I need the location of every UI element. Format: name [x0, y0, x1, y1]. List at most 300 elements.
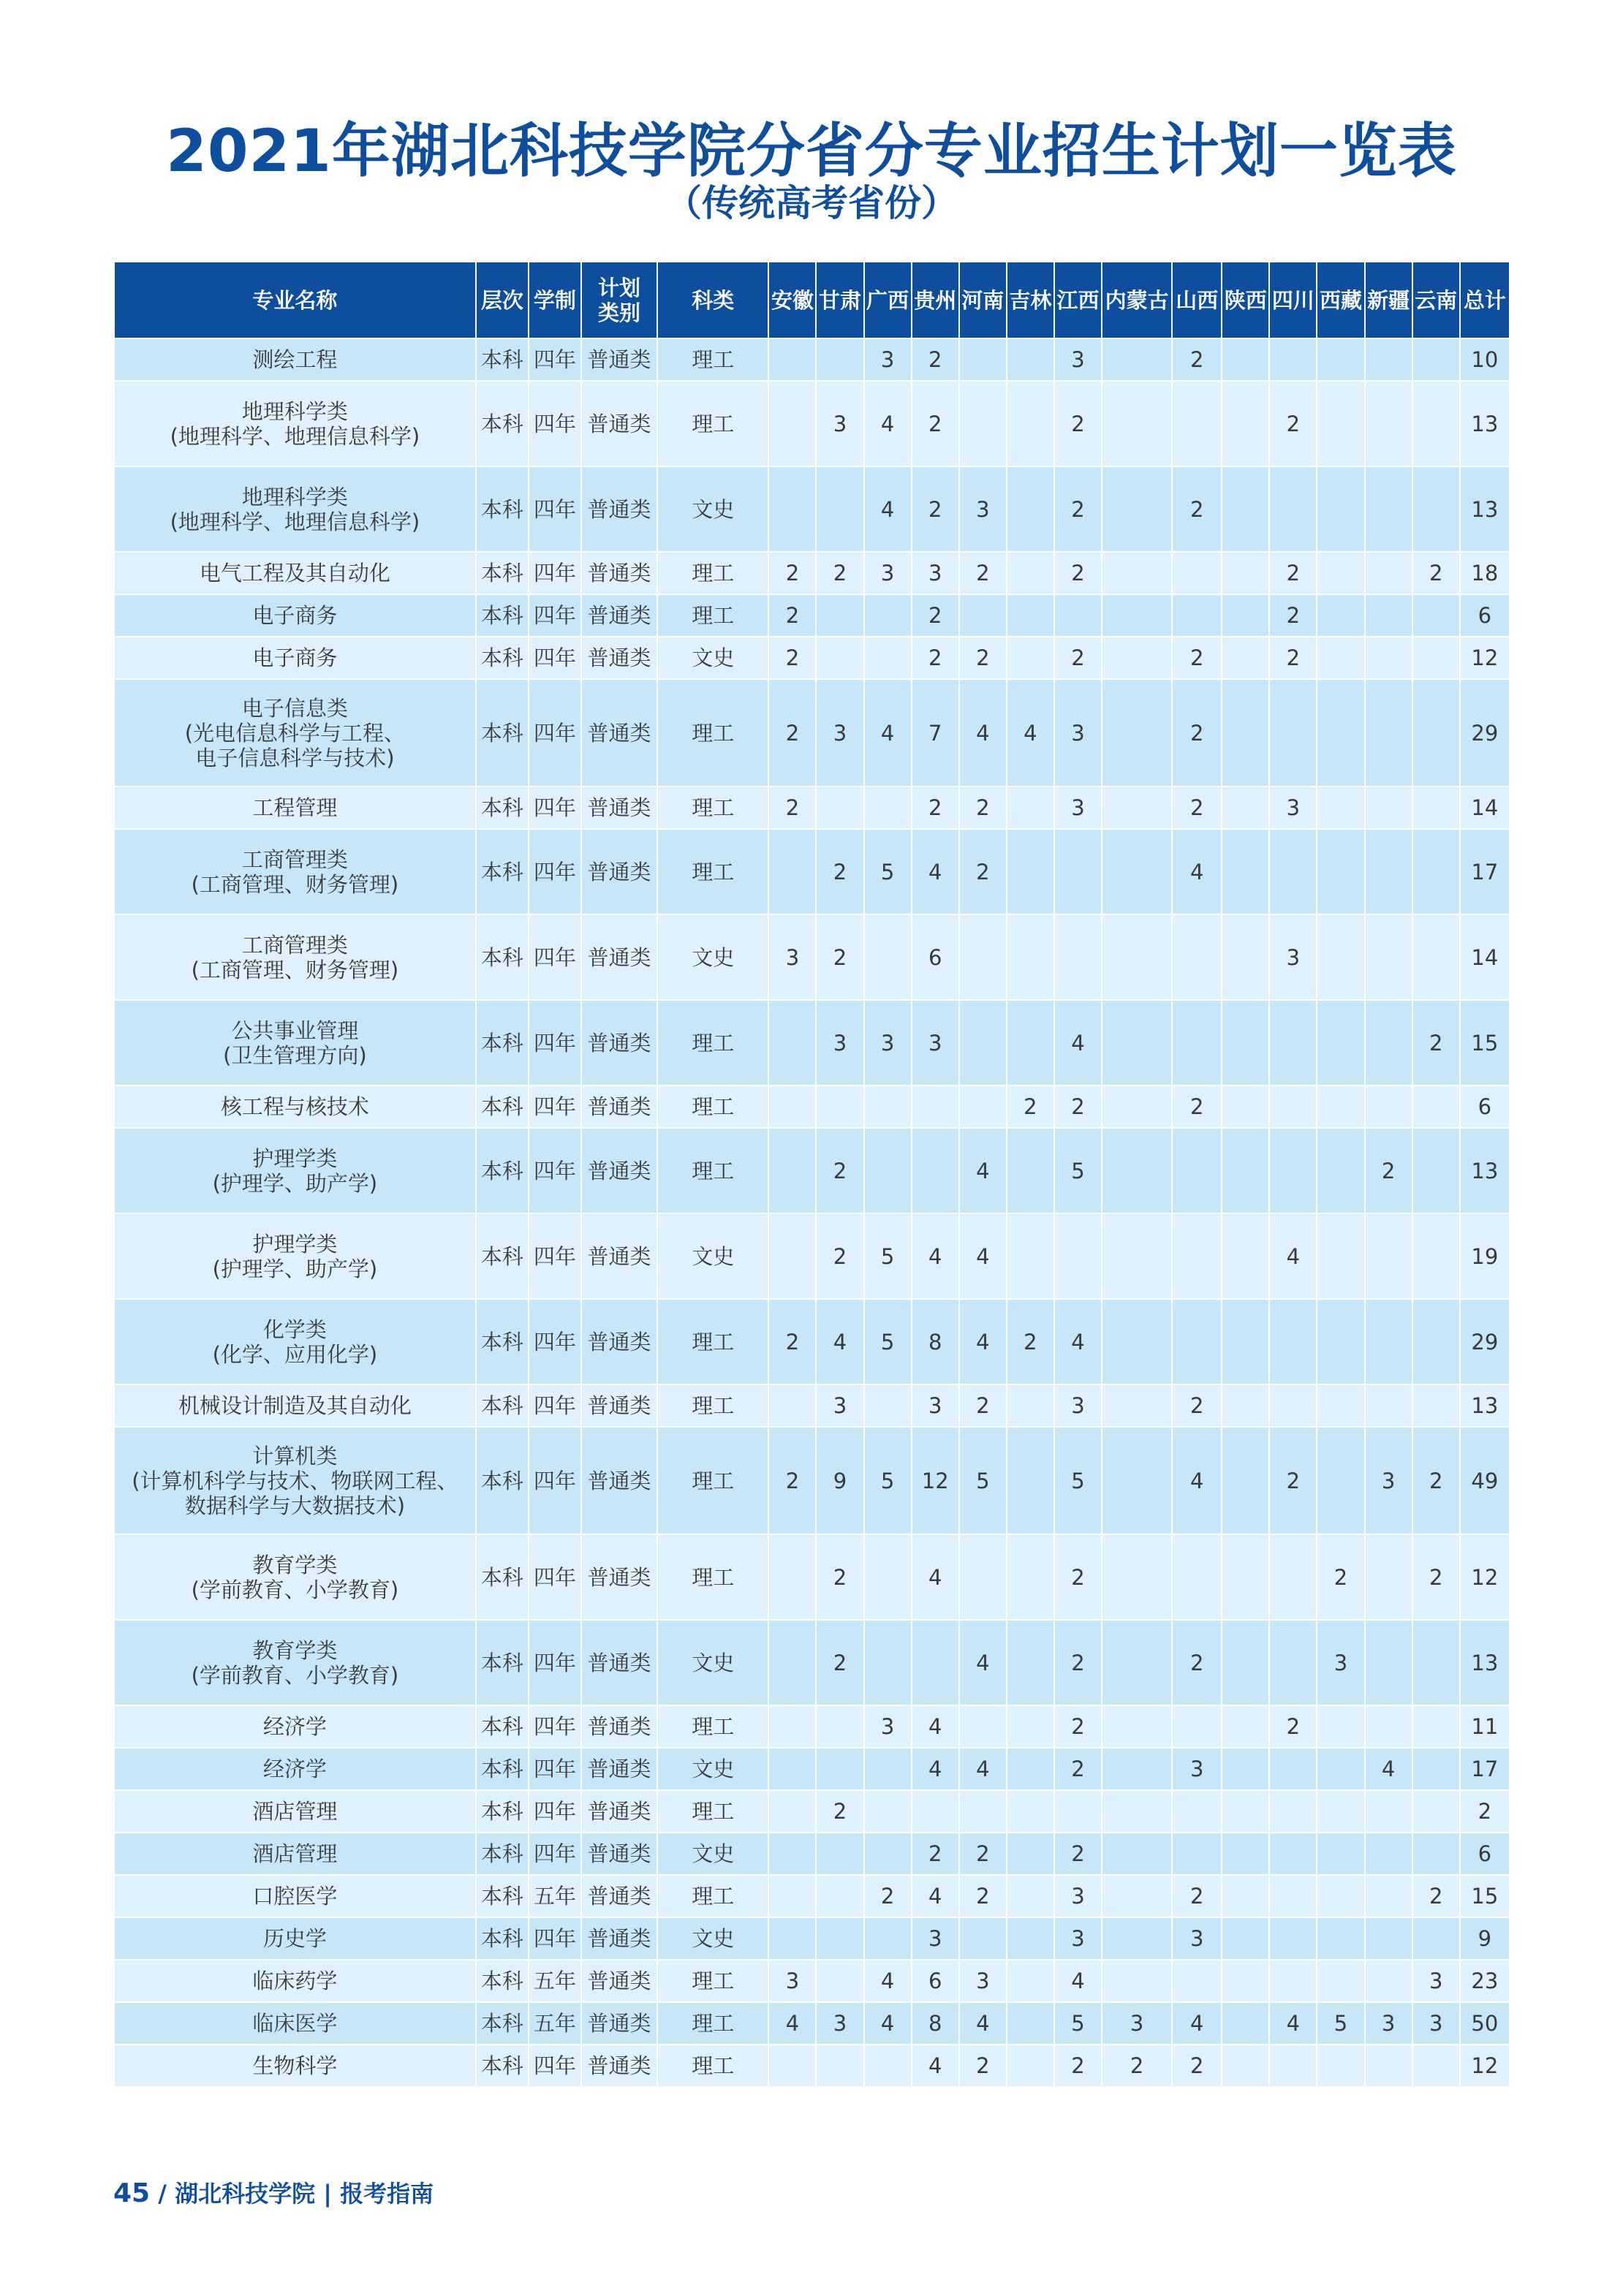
- quota-cell: [1007, 1748, 1054, 1790]
- table-row: [114, 787, 1510, 829]
- major-name-cell: 生物科学: [114, 2045, 476, 2087]
- quota-cell: 2: [1365, 1128, 1412, 1213]
- quota-cell: 2: [912, 381, 959, 466]
- column-header: 层次: [476, 262, 529, 338]
- quota-cell: 3: [1054, 1875, 1102, 1917]
- quota-cell: [816, 1705, 863, 1748]
- quota-cell: [1365, 1086, 1412, 1128]
- plan-type-cell: 普通类: [581, 1960, 657, 2002]
- plan-type-cell: 普通类: [581, 338, 657, 381]
- quota-cell: [1317, 914, 1364, 1000]
- quota-cell: [1365, 1875, 1412, 1917]
- table-row: [114, 1086, 1510, 1128]
- quota-cell: [1317, 1128, 1364, 1213]
- plan-type-cell: 普通类: [581, 637, 657, 679]
- quota-cell: 4: [959, 1128, 1007, 1213]
- quota-cell: [1172, 1833, 1222, 1875]
- quota-cell: [959, 338, 1007, 381]
- total-cell: 11: [1460, 1705, 1510, 1748]
- quota-cell: 4: [864, 679, 912, 787]
- quota-cell: [1365, 1000, 1412, 1086]
- quota-cell: 3: [912, 1917, 959, 1960]
- quota-cell: [864, 2045, 912, 2087]
- level-cell: 本科: [476, 1427, 529, 1534]
- subject-cell: 理工: [657, 594, 768, 637]
- quota-cell: [1412, 1086, 1460, 1128]
- quota-cell: [1007, 1128, 1054, 1213]
- table-row: [114, 1748, 1510, 1790]
- quota-cell: [1412, 1384, 1460, 1427]
- quota-cell: [1222, 1534, 1269, 1620]
- quota-cell: 2: [1054, 1534, 1102, 1620]
- subject-cell: 理工: [657, 679, 768, 787]
- quota-cell: [1365, 1299, 1412, 1384]
- subject-cell: 文史: [657, 1917, 768, 1960]
- quota-cell: [1007, 338, 1054, 381]
- major-name-cell: 电气工程及其自动化: [114, 552, 476, 594]
- years-cell: 四年: [529, 1128, 581, 1213]
- total-cell: 9: [1460, 1917, 1510, 1960]
- total-cell: 18: [1460, 552, 1510, 594]
- quota-cell: [1412, 1833, 1460, 1875]
- total-cell: 6: [1460, 594, 1510, 637]
- quota-cell: 4: [912, 829, 959, 914]
- quota-cell: [1102, 1384, 1172, 1427]
- quota-cell: [1102, 552, 1172, 594]
- quota-cell: [1222, 787, 1269, 829]
- quota-cell: 6: [912, 1960, 959, 2002]
- quota-cell: [1412, 594, 1460, 637]
- table-row: [114, 338, 1510, 381]
- quota-cell: [816, 637, 863, 679]
- total-cell: 50: [1460, 2002, 1510, 2045]
- major-name-cell: 临床药学: [114, 1960, 476, 2002]
- quota-cell: 3: [1365, 2002, 1412, 2045]
- level-cell: 本科: [476, 338, 529, 381]
- column-header: 安徽: [768, 262, 816, 338]
- total-cell: 6: [1460, 1086, 1510, 1128]
- quota-cell: [768, 1620, 816, 1705]
- quota-cell: 9: [816, 1427, 863, 1534]
- quota-cell: 7: [912, 679, 959, 787]
- quota-cell: 2: [816, 829, 863, 914]
- quota-cell: [1102, 1875, 1172, 1917]
- quota-cell: 4: [1172, 829, 1222, 914]
- major-name-cell: 测绘工程: [114, 338, 476, 381]
- quota-cell: 4: [1054, 1000, 1102, 1086]
- total-cell: 14: [1460, 914, 1510, 1000]
- quota-cell: [864, 1534, 912, 1620]
- quota-cell: [864, 1620, 912, 1705]
- quota-cell: [768, 1384, 816, 1427]
- quota-cell: [1222, 466, 1269, 552]
- quota-cell: 2: [768, 787, 816, 829]
- level-cell: 本科: [476, 1960, 529, 2002]
- quota-cell: 2: [768, 679, 816, 787]
- quota-cell: 3: [1412, 2002, 1460, 2045]
- quota-cell: 3: [1054, 1384, 1102, 1427]
- quota-cell: [1102, 381, 1172, 466]
- major-name-cell: 酒店管理: [114, 1790, 476, 1833]
- years-cell: 四年: [529, 1748, 581, 1790]
- quota-cell: [1222, 914, 1269, 1000]
- quota-cell: 3: [912, 1384, 959, 1427]
- quota-cell: [816, 1086, 863, 1128]
- quota-cell: 2: [959, 637, 1007, 679]
- plan-type-cell: 普通类: [581, 1620, 657, 1705]
- table-row: [114, 1705, 1510, 1748]
- quota-cell: 3: [1054, 338, 1102, 381]
- quota-cell: [1412, 1620, 1460, 1705]
- quota-cell: 3: [864, 1000, 912, 1086]
- total-cell: 29: [1460, 1299, 1510, 1384]
- level-cell: 本科: [476, 1917, 529, 1960]
- plan-type-cell: 普通类: [581, 914, 657, 1000]
- major-name-cell: 临床医学: [114, 2002, 476, 2045]
- quota-cell: [864, 1748, 912, 1790]
- quota-cell: [1222, 829, 1269, 914]
- quota-cell: [1007, 1960, 1054, 2002]
- quota-cell: [816, 338, 863, 381]
- quota-cell: [864, 1917, 912, 1960]
- quota-cell: [1365, 1960, 1412, 2002]
- quota-cell: 4: [959, 2002, 1007, 2045]
- quota-cell: [1269, 1960, 1317, 2002]
- years-cell: 四年: [529, 1384, 581, 1427]
- table-row: [114, 637, 1510, 679]
- quota-cell: 8: [912, 1299, 959, 1384]
- quota-cell: [912, 1128, 959, 1213]
- quota-cell: [1412, 679, 1460, 787]
- plan-type-cell: 普通类: [581, 552, 657, 594]
- quota-cell: [816, 594, 863, 637]
- quota-cell: [1054, 829, 1102, 914]
- quota-cell: 2: [959, 2045, 1007, 2087]
- subject-cell: 理工: [657, 381, 768, 466]
- total-cell: 13: [1460, 1620, 1510, 1705]
- quota-cell: 4: [912, 1705, 959, 1748]
- quota-cell: [768, 1748, 816, 1790]
- total-cell: 17: [1460, 1748, 1510, 1790]
- quota-cell: [1222, 1748, 1269, 1790]
- quota-cell: [1317, 1705, 1364, 1748]
- quota-cell: [1412, 787, 1460, 829]
- years-cell: 五年: [529, 1960, 581, 2002]
- quota-cell: [1007, 466, 1054, 552]
- quota-cell: [1269, 1790, 1317, 1833]
- quota-cell: 5: [864, 1299, 912, 1384]
- plan-type-cell: 普通类: [581, 1917, 657, 1960]
- quota-cell: [959, 914, 1007, 1000]
- quota-cell: [1222, 1128, 1269, 1213]
- quota-cell: [864, 1128, 912, 1213]
- quota-cell: [1102, 1000, 1172, 1086]
- quota-cell: [1172, 552, 1222, 594]
- quota-cell: [1412, 1213, 1460, 1299]
- subject-cell: 理工: [657, 1790, 768, 1833]
- quota-cell: [1007, 1790, 1054, 1833]
- quota-cell: 2: [1172, 679, 1222, 787]
- quota-cell: 2: [912, 637, 959, 679]
- quota-cell: [1007, 829, 1054, 914]
- page-subtitle: （传统高考省份）: [665, 182, 958, 224]
- total-cell: 49: [1460, 1427, 1510, 1534]
- quota-cell: 3: [768, 914, 816, 1000]
- table-row: [114, 1534, 1510, 1620]
- quota-cell: [1269, 1299, 1317, 1384]
- quota-cell: [1412, 2045, 1460, 2087]
- level-cell: 本科: [476, 829, 529, 914]
- subject-cell: 文史: [657, 1748, 768, 1790]
- quota-cell: 5: [959, 1427, 1007, 1534]
- quota-cell: [1222, 1299, 1269, 1384]
- quota-cell: [1365, 1833, 1412, 1875]
- plan-type-cell: 普通类: [581, 1833, 657, 1875]
- quota-cell: [1365, 679, 1412, 787]
- column-header: 新疆: [1365, 262, 1412, 338]
- quota-cell: 2: [816, 1213, 863, 1299]
- quota-cell: [959, 1705, 1007, 1748]
- quota-cell: [1269, 1833, 1317, 1875]
- quota-cell: [768, 381, 816, 466]
- level-cell: 本科: [476, 552, 529, 594]
- quota-cell: [1269, 1875, 1317, 1917]
- quota-cell: [768, 1213, 816, 1299]
- quota-cell: 3: [1365, 1427, 1412, 1534]
- quota-cell: 3: [1412, 1960, 1460, 2002]
- quota-cell: [1365, 338, 1412, 381]
- quota-cell: 3: [1269, 787, 1317, 829]
- subject-cell: 理工: [657, 2045, 768, 2087]
- years-cell: 四年: [529, 1086, 581, 1128]
- quota-cell: 2: [768, 552, 816, 594]
- quota-cell: 2: [1412, 1427, 1460, 1534]
- page-title: 2021年湖北科技学院分省分专业招生计划一览表: [166, 117, 1457, 185]
- level-cell: 本科: [476, 1875, 529, 1917]
- total-cell: 12: [1460, 2045, 1510, 2087]
- subject-cell: 理工: [657, 338, 768, 381]
- quota-cell: [768, 1705, 816, 1748]
- level-cell: 本科: [476, 1620, 529, 1705]
- major-name-cell: 历史学: [114, 1917, 476, 1960]
- quota-cell: [864, 1384, 912, 1427]
- quota-cell: [1222, 1000, 1269, 1086]
- quota-cell: [1317, 1299, 1364, 1384]
- total-cell: 13: [1460, 1128, 1510, 1213]
- quota-cell: [1172, 1705, 1222, 1748]
- quota-cell: 2: [816, 1128, 863, 1213]
- column-header: 吉林: [1007, 262, 1054, 338]
- quota-cell: [1269, 466, 1317, 552]
- column-header: 贵州: [912, 262, 959, 338]
- level-cell: 本科: [476, 1748, 529, 1790]
- major-name-cell: 护理学类 (护理学、助产学): [114, 1128, 476, 1213]
- quota-cell: [1054, 594, 1102, 637]
- level-cell: 本科: [476, 1000, 529, 1086]
- major-name-cell: 工程管理: [114, 787, 476, 829]
- table-row: [114, 2045, 1510, 2087]
- quota-cell: 4: [912, 2045, 959, 2087]
- quota-cell: [1054, 1790, 1102, 1833]
- quota-cell: [1007, 381, 1054, 466]
- level-cell: 本科: [476, 1384, 529, 1427]
- subject-cell: 文史: [657, 1620, 768, 1705]
- quota-cell: [1102, 1748, 1172, 1790]
- years-cell: 五年: [529, 2002, 581, 2045]
- quota-cell: [864, 787, 912, 829]
- level-cell: 本科: [476, 381, 529, 466]
- table-row: [114, 679, 1510, 787]
- quota-cell: 4: [959, 1620, 1007, 1705]
- quota-cell: 4: [864, 466, 912, 552]
- quota-cell: 3: [1054, 679, 1102, 787]
- subject-cell: 理工: [657, 1534, 768, 1620]
- plan-type-cell: 普通类: [581, 787, 657, 829]
- quota-cell: [959, 1086, 1007, 1128]
- total-cell: 12: [1460, 1534, 1510, 1620]
- quota-cell: [1412, 1299, 1460, 1384]
- quota-cell: [1172, 1790, 1222, 1833]
- quota-cell: [1222, 338, 1269, 381]
- quota-cell: [1222, 594, 1269, 637]
- quota-cell: [1317, 787, 1364, 829]
- quota-cell: [1269, 338, 1317, 381]
- quota-cell: 2: [959, 1384, 1007, 1427]
- quota-cell: [1007, 1427, 1054, 1534]
- quota-cell: 4: [912, 1748, 959, 1790]
- level-cell: 本科: [476, 1790, 529, 1833]
- quota-cell: [1317, 637, 1364, 679]
- column-header: 四川: [1269, 262, 1317, 338]
- level-cell: 本科: [476, 1299, 529, 1384]
- quota-cell: 2: [912, 594, 959, 637]
- column-header: 科类: [657, 262, 768, 338]
- table-header: [114, 262, 1510, 338]
- column-header: 山西: [1172, 262, 1222, 338]
- quota-cell: [1102, 1833, 1172, 1875]
- plan-type-cell: 普通类: [581, 1213, 657, 1299]
- quota-cell: [1269, 1917, 1317, 1960]
- footer-guide: 报考指南: [340, 2180, 434, 2208]
- quota-cell: [816, 2045, 863, 2087]
- quota-cell: [912, 1620, 959, 1705]
- major-name-cell: 机械设计制造及其自动化: [114, 1384, 476, 1427]
- column-header: 内蒙古: [1102, 262, 1172, 338]
- quota-cell: [1172, 381, 1222, 466]
- quota-cell: 2: [1172, 1086, 1222, 1128]
- quota-cell: 3: [816, 1000, 863, 1086]
- total-cell: 2: [1460, 1790, 1510, 1833]
- quota-cell: [768, 1833, 816, 1875]
- quota-cell: [959, 594, 1007, 637]
- years-cell: 四年: [529, 1427, 581, 1534]
- quota-cell: [1412, 1748, 1460, 1790]
- table-row: [114, 1128, 1510, 1213]
- quota-cell: 3: [864, 552, 912, 594]
- quota-cell: [768, 1128, 816, 1213]
- quota-cell: [1222, 1213, 1269, 1299]
- quota-cell: [1222, 1620, 1269, 1705]
- subject-cell: 文史: [657, 637, 768, 679]
- quota-cell: 2: [1269, 637, 1317, 679]
- quota-cell: [768, 1917, 816, 1960]
- major-name-cell: 地理科学类 (地理科学、地理信息科学): [114, 466, 476, 552]
- quota-cell: [816, 1960, 863, 2002]
- subject-cell: 文史: [657, 1833, 768, 1875]
- quota-cell: [959, 1534, 1007, 1620]
- table-body: [114, 338, 1510, 2087]
- quota-cell: 12: [912, 1427, 959, 1534]
- table-row: [114, 594, 1510, 637]
- quota-cell: [1007, 552, 1054, 594]
- years-cell: 四年: [529, 1299, 581, 1384]
- column-header: 计划 类别: [581, 262, 657, 338]
- years-cell: 四年: [529, 637, 581, 679]
- quota-cell: 4: [816, 1299, 863, 1384]
- footer-divider: |: [323, 2180, 332, 2208]
- quota-cell: [1102, 1790, 1172, 1833]
- years-cell: 四年: [529, 381, 581, 466]
- column-header: 学制: [529, 262, 581, 338]
- quota-cell: 2: [1054, 637, 1102, 679]
- quota-cell: [1222, 1384, 1269, 1427]
- quota-cell: 2: [959, 1833, 1007, 1875]
- quota-cell: [1007, 914, 1054, 1000]
- quota-cell: [1102, 1299, 1172, 1384]
- total-cell: 19: [1460, 1213, 1510, 1299]
- major-name-cell: 计算机类 (计算机科学与技术、物联网工程、 数据科学与大数据技术): [114, 1427, 476, 1534]
- level-cell: 本科: [476, 2002, 529, 2045]
- major-name-cell: 地理科学类 (地理科学、地理信息科学): [114, 381, 476, 466]
- quota-cell: 2: [912, 466, 959, 552]
- enrollment-plan-table: [113, 261, 1510, 2088]
- quota-cell: [1365, 1917, 1412, 1960]
- table-row: [114, 1299, 1510, 1384]
- quota-cell: 3: [816, 679, 863, 787]
- quota-cell: 2: [1172, 1384, 1222, 1427]
- quota-cell: [1102, 1620, 1172, 1705]
- quota-cell: 4: [1365, 1748, 1412, 1790]
- years-cell: 四年: [529, 594, 581, 637]
- quota-cell: 2: [1269, 381, 1317, 466]
- quota-cell: [1222, 381, 1269, 466]
- quota-cell: 2: [1172, 637, 1222, 679]
- quota-cell: [1269, 829, 1317, 914]
- quota-cell: 2: [864, 1875, 912, 1917]
- quota-cell: 4: [1269, 1213, 1317, 1299]
- quota-cell: [1269, 1748, 1317, 1790]
- quota-cell: 2: [1054, 2045, 1102, 2087]
- major-name-cell: 工商管理类 (工商管理、财务管理): [114, 829, 476, 914]
- quota-cell: [1412, 381, 1460, 466]
- quota-cell: [1269, 1620, 1317, 1705]
- quota-cell: [1365, 1705, 1412, 1748]
- major-name-cell: 化学类 (化学、应用化学): [114, 1299, 476, 1384]
- years-cell: 四年: [529, 787, 581, 829]
- quota-cell: [1222, 2002, 1269, 2045]
- subject-cell: 理工: [657, 1299, 768, 1384]
- table-row: [114, 914, 1510, 1000]
- quota-cell: 2: [1269, 1427, 1317, 1534]
- subject-cell: 理工: [657, 1128, 768, 1213]
- major-name-cell: 教育学类 (学前教育、小学教育): [114, 1534, 476, 1620]
- quota-cell: [1222, 1427, 1269, 1534]
- subject-cell: 理工: [657, 552, 768, 594]
- quota-cell: 2: [1172, 1875, 1222, 1917]
- level-cell: 本科: [476, 914, 529, 1000]
- quota-cell: [1102, 1705, 1172, 1748]
- major-name-cell: 口腔医学: [114, 1875, 476, 1917]
